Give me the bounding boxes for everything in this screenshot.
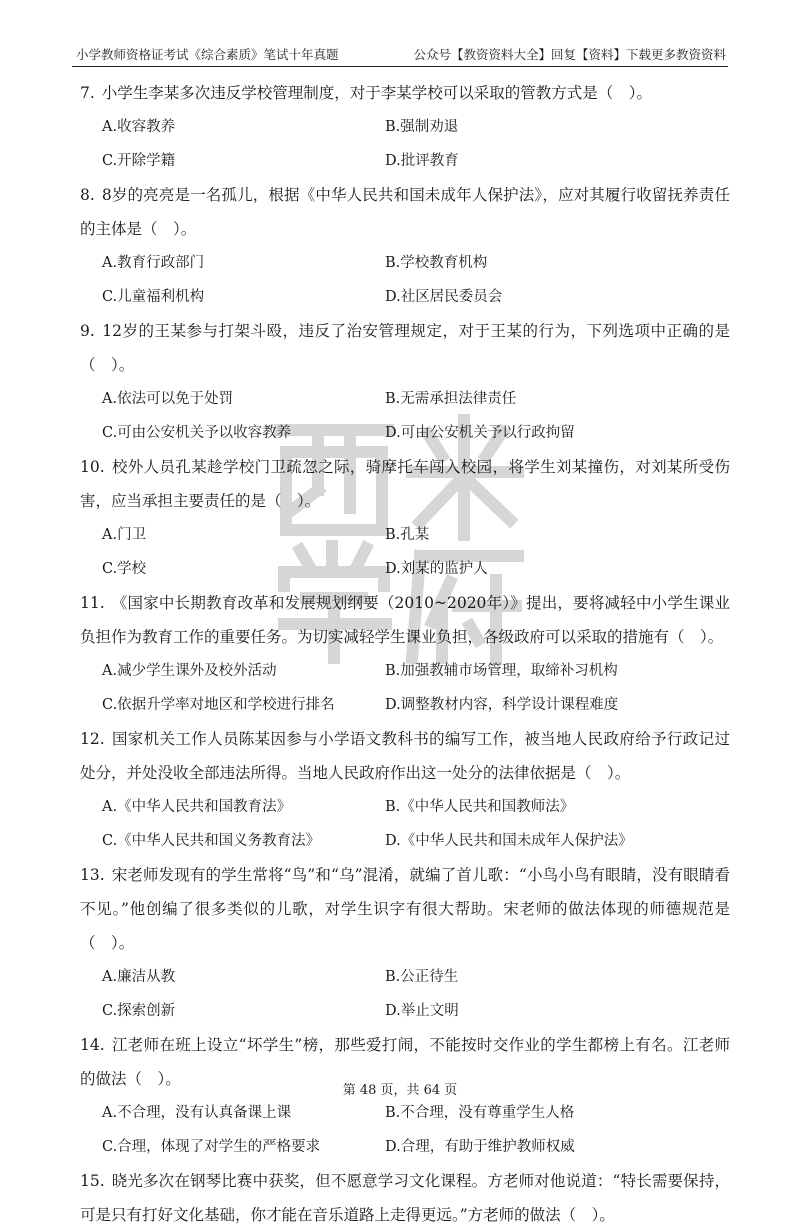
question-number: 14. <box>80 1036 105 1054</box>
question-number: 11. <box>80 594 105 612</box>
question-stem <box>80 314 730 382</box>
question-number: 10. <box>80 458 105 476</box>
header-title: 小学教师资格证考试《综合素质》笔试十年真题 <box>76 47 339 62</box>
question-text: 8岁的亮亮是一名孤儿，根据《中华人民共和国未成年人保护法》，应对其履行收留抚养责任的主体是（ ）。 <box>80 186 730 238</box>
question-text: 晓光多次在钢琴比赛中获奖，但不愿意学习文化课程。方老师对他说道：“特长需要保持，可是只有打好文化基础，你才能在音乐道路上走得更远。”方老师的做法（ ）。 <box>80 1172 730 1224</box>
question-item <box>80 314 730 450</box>
option-a[interactable]: A.教育行政部门 <box>102 255 205 271</box>
option-c[interactable]: C.儿童福利机构 <box>102 289 205 305</box>
option-b[interactable]: B.强制劝退 <box>385 119 459 135</box>
question-number: 15. <box>80 1172 105 1190</box>
option-list <box>80 960 730 1028</box>
option-b[interactable]: B.无需承担法律责任 <box>385 391 517 407</box>
option-d[interactable]: D.可由公安机关予以行政拘留 <box>385 425 575 441</box>
option-a[interactable]: A.门卫 <box>102 527 147 543</box>
option-b[interactable]: B.孔某 <box>385 527 430 543</box>
question-stem <box>80 178 730 246</box>
option-list <box>80 382 730 450</box>
question-number: 9. <box>80 322 95 340</box>
page-header <box>72 44 728 67</box>
option-d[interactable]: D.刘某的监护人 <box>385 561 488 577</box>
option-d[interactable]: D.批评教育 <box>385 153 459 169</box>
option-d[interactable]: D.举止文明 <box>385 1003 459 1019</box>
option-a[interactable]: A.《中华人民共和国教育法》 <box>102 799 292 815</box>
option-a[interactable]: A.减少学生课外及校外活动 <box>102 663 277 679</box>
option-list <box>80 246 730 314</box>
option-c[interactable]: C.合理，体现了对学生的严格要求 <box>102 1139 321 1155</box>
question-text: 江老师在班上设立“坏学生”榜，那些爱打闹，不能按时交作业的学生都榜上有名。江老师的做法（ ）。 <box>80 1036 730 1088</box>
question-item <box>80 586 730 722</box>
option-list <box>80 654 730 722</box>
option-d[interactable]: D.调整教材内容，科学设计课程难度 <box>385 697 619 713</box>
option-b[interactable]: B.学校教育机构 <box>385 255 488 271</box>
question-text: 12岁的王某参与打架斗殴，违反了治安管理规定，对于王某的行为，下列选项中正确的是（ ）。 <box>80 322 730 374</box>
question-number: 12. <box>80 730 105 748</box>
question-item <box>80 722 730 858</box>
option-b[interactable]: B.加强教辅市场管理，取缔补习机构 <box>385 663 618 679</box>
question-stem <box>80 722 730 790</box>
option-b[interactable]: B.公正待生 <box>385 969 459 985</box>
page-footer: 第 48 页，共 64 页 <box>342 1083 458 1098</box>
option-c[interactable]: C.探索创新 <box>102 1003 176 1019</box>
question-stem <box>80 1164 730 1232</box>
option-c[interactable]: C.可由公安机关予以收容教养 <box>102 425 292 441</box>
option-d[interactable]: D.《中华人民共和国未成年人保护法》 <box>385 833 633 849</box>
question-text: 校外人员孔某趁学校门卫疏忽之际，骑摩托车闯入校园，将学生刘某撞伤，对刘某所受伤害，应当承担主要责任的是（ ）。 <box>80 458 730 510</box>
option-b[interactable]: B.《中华人民共和国教师法》 <box>385 799 575 815</box>
option-c[interactable]: C.《中华人民共和国义务教育法》 <box>102 833 321 849</box>
question-stem <box>80 586 730 654</box>
option-list <box>80 790 730 858</box>
question-item <box>80 858 730 1028</box>
option-a[interactable]: A.收容教养 <box>102 119 176 135</box>
question-item <box>80 76 730 178</box>
option-a[interactable]: A.不合理，没有认真备课上课 <box>102 1105 292 1121</box>
question-number: 13. <box>80 866 105 884</box>
question-item <box>80 450 730 586</box>
question-text: 宋老师发现有的学生常将“鸟”和“乌”混淆，就编了首儿歌：“小鸟小鸟有眼睛，没有眼睛看不见。”他创编了很多类似的儿歌，对学生识字有很大帮助。宋老师的做法体现的师德规范是（ ）。 <box>80 866 730 952</box>
option-list <box>80 518 730 586</box>
question-stem <box>80 450 730 518</box>
question-text: 《国家中长期教育改革和发展规划纲要（2010~2020年）》提出，要将减轻中小学生课业负担作为教育工作的重要任务。为切实减轻学生课业负担，各级政府可以采取的措施有（ ）。 <box>80 594 730 646</box>
option-list <box>80 1096 730 1164</box>
option-c[interactable]: C.学校 <box>102 561 147 577</box>
option-list <box>80 110 730 178</box>
header-promo: 公众号【教资资料大全】回复【资料】下载更多教资资料 <box>413 47 726 62</box>
option-b[interactable]: B.不合理，没有尊重学生人格 <box>385 1105 575 1121</box>
option-d[interactable]: D.社区居民委员会 <box>385 289 503 305</box>
question-item <box>80 1164 730 1232</box>
question-number: 8. <box>80 186 95 204</box>
question-list <box>80 76 730 1232</box>
option-c[interactable]: C.依据升学率对地区和学校进行排名 <box>102 697 335 713</box>
question-number: 7. <box>80 84 95 102</box>
option-c[interactable]: C.开除学籍 <box>102 153 176 169</box>
question-item <box>80 178 730 314</box>
question-stem <box>80 858 730 960</box>
question-text: 小学生李某多次违反学校管理制度，对于李某学校可以采取的管教方式是（ ）。 <box>101 84 652 102</box>
question-text: 国家机关工作人员陈某因参与小学语文教科书的编写工作，被当地人民政府给予行政记过处分，并处没收全部违法所得。当地人民政府作出这一处分的法律依据是（ ）。 <box>80 730 730 782</box>
option-a[interactable]: A.依法可以免于处罚 <box>102 391 234 407</box>
option-a[interactable]: A.廉洁从教 <box>102 969 176 985</box>
question-stem <box>80 76 730 110</box>
option-d[interactable]: D.合理，有助于维护教师权威 <box>385 1139 575 1155</box>
